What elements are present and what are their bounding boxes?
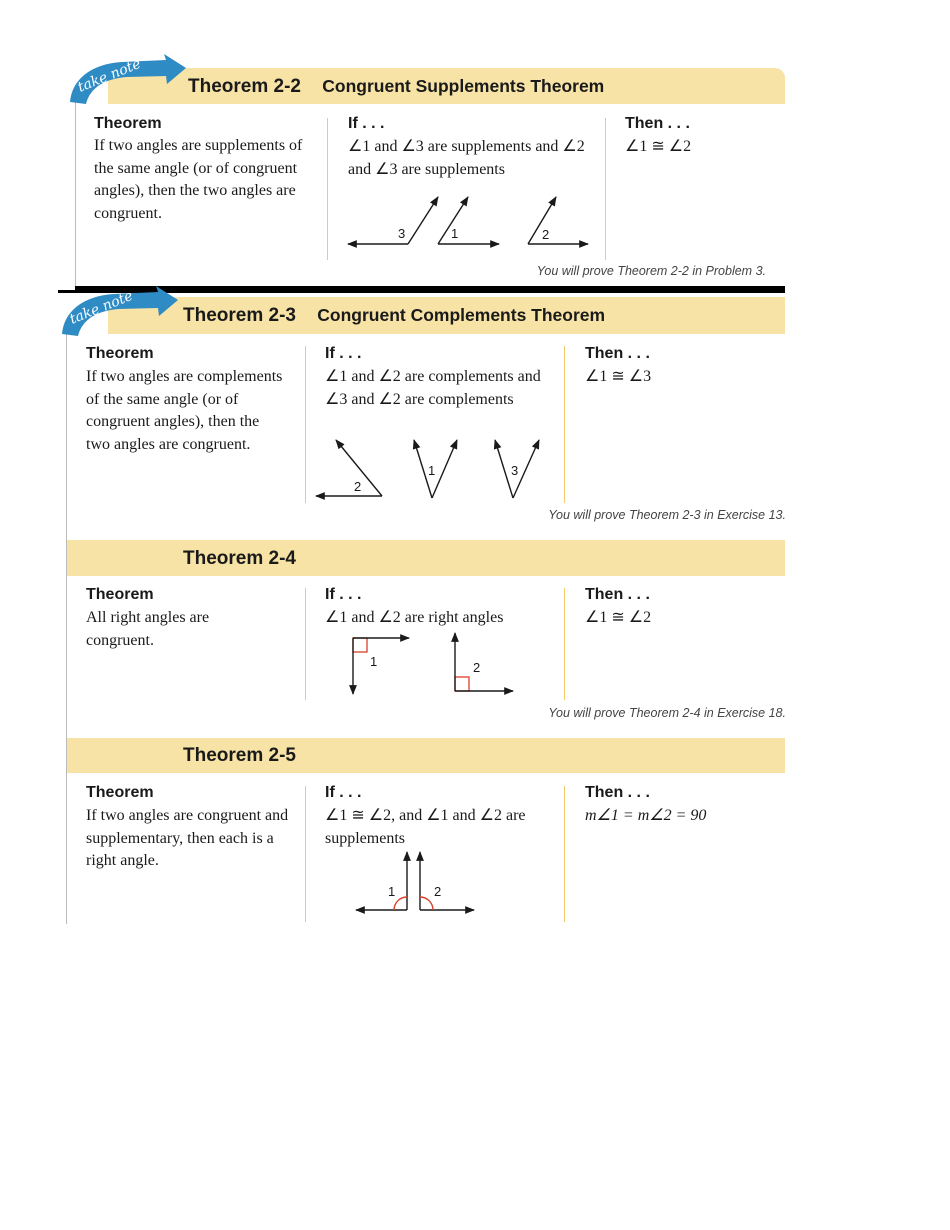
box-left-border: [66, 326, 67, 924]
theorem-2-3-title: [183, 305, 605, 327]
theorem-statement: All right angles are congruent.: [86, 609, 210, 649]
angle-label-2: 2: [354, 479, 362, 494]
angle-label-2: 2: [542, 227, 550, 242]
column-divider: [564, 786, 565, 922]
angle-arc: [394, 897, 407, 910]
column-divider: [564, 346, 565, 503]
theorem-2-4-title: [183, 548, 312, 570]
angle-label-3: 3: [398, 226, 406, 241]
then-header: Then . . .: [625, 115, 690, 132]
right-angles-figure: [335, 627, 535, 702]
theorem-header: Theorem: [86, 345, 154, 362]
theorem-statement: If two angles are congruent and supplementary, then each is a right angle.: [86, 807, 289, 869]
theorem-number: Theorem 2-3: [183, 305, 296, 326]
then-statement: ∠1 ≅ ∠3: [585, 368, 652, 385]
column-divider: [305, 588, 306, 700]
if-header: If . . .: [325, 586, 362, 603]
theorem-header: Theorem: [94, 115, 162, 132]
angle-label-1: 1: [451, 226, 459, 241]
if-statement: ∠1 and ∠3 are supplements and ∠2 and ∠3 are supplements: [348, 138, 585, 178]
column-divider: [305, 346, 306, 503]
theorem-number: Theorem 2-5: [183, 745, 296, 766]
ray: [432, 440, 457, 498]
right-angle-mark: [455, 677, 469, 691]
column-divider: [605, 118, 606, 260]
proof-note: You will prove Theorem 2-3 in Exercise 13.: [548, 508, 786, 522]
angle-label-1: 1: [370, 654, 378, 669]
take-note-label: take note: [75, 55, 144, 96]
theorem-statement: If two angles are supplements of the same angle (or of congruent angles), then the two angles are congruent.: [94, 137, 303, 222]
if-header: If . . .: [325, 345, 362, 362]
if-statement: ∠1 ≅ ∠2, and ∠1 and ∠2 are supplements: [325, 807, 526, 847]
column-divider: [564, 588, 565, 700]
take-note-label: take note: [67, 287, 136, 328]
angle-label-1: 1: [428, 463, 436, 478]
proof-note: You will prove Theorem 2-4 in Exercise 18.: [548, 706, 786, 720]
proof-note: You will prove Theorem 2-2 in Problem 3.: [536, 264, 766, 278]
theorem-name: Congruent Supplements Theorem: [322, 76, 605, 96]
then-statement: m∠1 = m∠2 = 90: [585, 807, 707, 824]
complementary-angles-figure: [312, 433, 552, 503]
theorem-name: Congruent Complements Theorem: [317, 305, 606, 325]
theorem-header: Theorem: [86, 586, 154, 603]
if-statement: ∠1 and ∠2 are right angles: [325, 609, 504, 626]
angle-label-1: 1: [388, 884, 396, 899]
angle-arc: [420, 897, 433, 910]
then-statement: ∠1 ≅ ∠2: [625, 138, 692, 155]
then-statement: ∠1 ≅ ∠2: [585, 609, 652, 626]
column-divider: [327, 118, 328, 260]
theorem-header: Theorem: [86, 784, 154, 801]
theorem-statement: If two angles are complements of the same angle (or of congruent angles), then the two angles are congruent.: [86, 368, 283, 453]
box-left-border: [75, 96, 76, 286]
column-divider: [305, 786, 306, 922]
if-header: If . . .: [348, 115, 385, 132]
linear-pair-figure: [350, 848, 490, 920]
ray: [408, 197, 438, 244]
theorem-2-5-band: [67, 738, 785, 773]
then-header: Then . . .: [585, 586, 650, 603]
if-statement: ∠1 and ∠2 are complements and ∠3 and ∠2 are complements: [325, 368, 541, 408]
if-header: If . . .: [325, 784, 362, 801]
theorem-number: Theorem 2-4: [183, 548, 296, 569]
theorem-2-5-title: [183, 745, 312, 767]
angle-label-2: 2: [434, 884, 442, 899]
theorem-2-2-title: [188, 76, 604, 98]
angle-label-3: 3: [511, 463, 519, 478]
angle-label-2: 2: [473, 660, 481, 675]
right-angle-mark: [353, 638, 367, 652]
supplementary-angles-figure: [342, 192, 592, 257]
theorem-number: Theorem 2-2: [188, 76, 301, 97]
take-note-tag: [56, 284, 181, 339]
theorem-2-4-band: [67, 540, 785, 576]
take-note-tag: [64, 52, 189, 107]
then-header: Then . . .: [585, 345, 650, 362]
then-header: Then . . .: [585, 784, 650, 801]
